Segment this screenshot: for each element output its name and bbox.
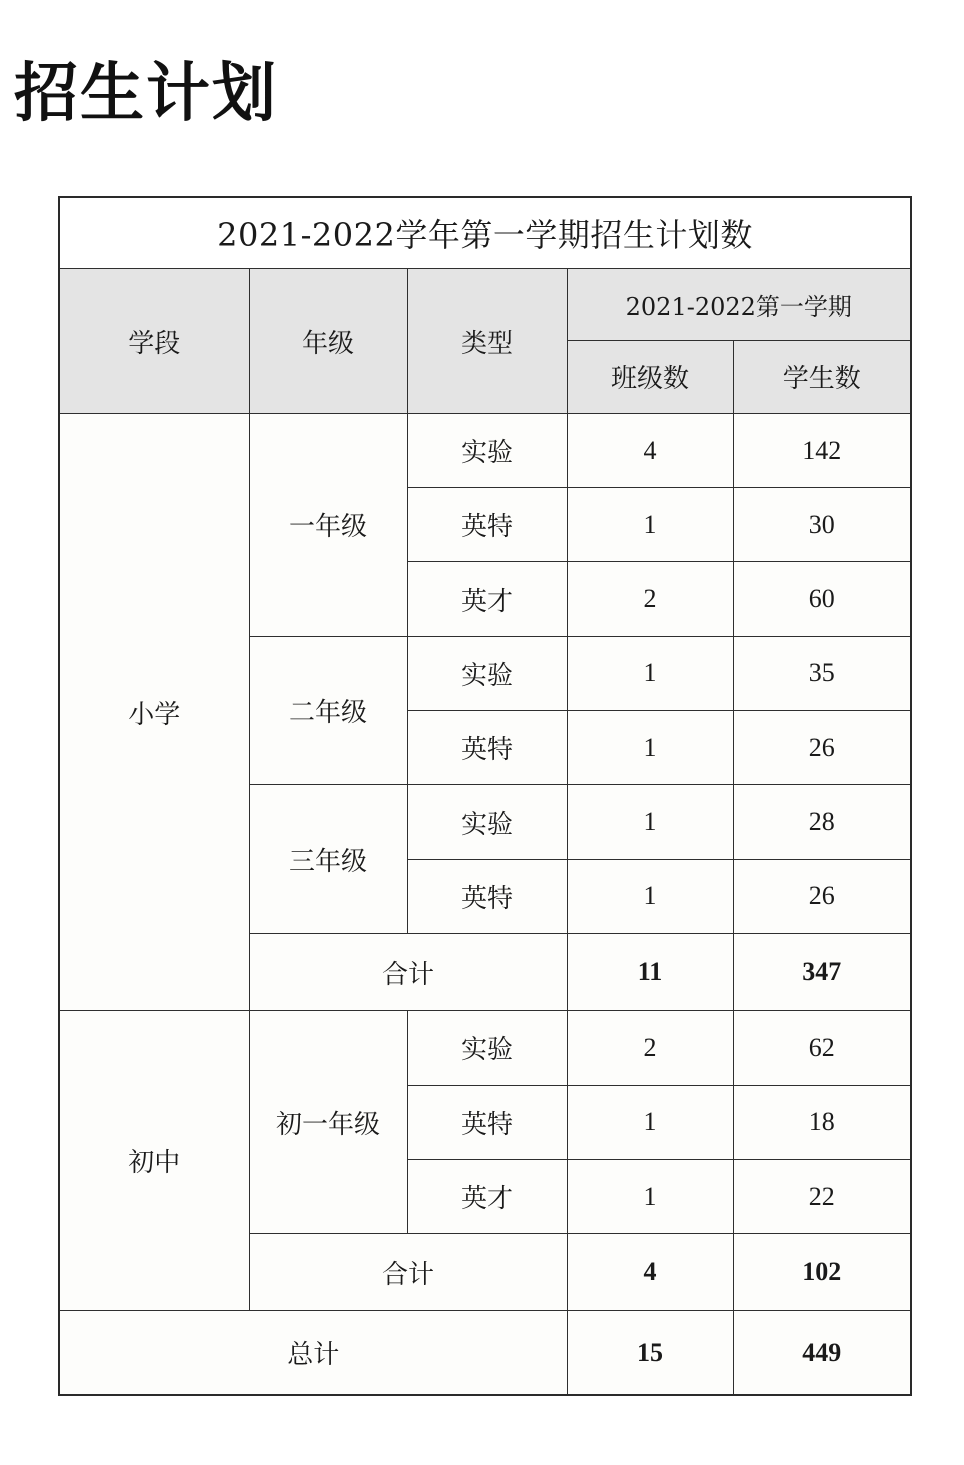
students-cell: 18	[733, 1085, 911, 1159]
type-cell: 英才	[407, 1159, 567, 1233]
subtotal-students: 102	[733, 1234, 911, 1311]
classes-cell: 1	[567, 785, 733, 859]
type-cell: 实验	[407, 1011, 567, 1085]
type-cell: 英特	[407, 711, 567, 785]
total-students: 449	[733, 1311, 911, 1395]
students-cell: 28	[733, 785, 911, 859]
classes-cell: 1	[567, 1085, 733, 1159]
total-row	[59, 1311, 911, 1395]
students-cell: 60	[733, 562, 911, 636]
stage-junior: 初中	[59, 1011, 249, 1311]
type-cell: 实验	[407, 413, 567, 487]
students-cell: 22	[733, 1159, 911, 1233]
classes-cell: 2	[567, 1011, 733, 1085]
classes-cell: 1	[567, 1159, 733, 1233]
header-grade: 年级	[249, 269, 407, 414]
table-row	[59, 1011, 911, 1085]
subtotal-classes: 11	[567, 933, 733, 1010]
table-title: 2021-2022学年第一学期招生计划数	[59, 197, 911, 269]
type-cell: 实验	[407, 636, 567, 710]
students-cell: 30	[733, 488, 911, 562]
total-classes: 15	[567, 1311, 733, 1395]
classes-cell: 2	[567, 562, 733, 636]
classes-cell: 1	[567, 636, 733, 710]
total-label: 总计	[59, 1311, 567, 1395]
grade-cell: 三年级	[249, 785, 407, 934]
stage-primary: 小学	[59, 413, 249, 1010]
header-classes: 班级数	[567, 340, 733, 413]
type-cell: 英特	[407, 859, 567, 933]
classes-cell: 1	[567, 488, 733, 562]
type-cell: 英才	[407, 562, 567, 636]
classes-cell: 1	[567, 859, 733, 933]
subtotal-students: 347	[733, 933, 911, 1010]
students-cell: 26	[733, 859, 911, 933]
type-cell: 英特	[407, 488, 567, 562]
subtotal-label: 合计	[249, 1234, 567, 1311]
grade-cell: 二年级	[249, 636, 407, 785]
students-cell: 26	[733, 711, 911, 785]
grade-cell: 一年级	[249, 413, 407, 636]
subtotal-label: 合计	[249, 933, 567, 1010]
type-cell: 实验	[407, 785, 567, 859]
classes-cell: 1	[567, 711, 733, 785]
enrollment-plan-table	[58, 196, 912, 1396]
header-semester: 2021-2022第一学期	[567, 269, 911, 340]
type-cell: 英特	[407, 1085, 567, 1159]
header-students: 学生数	[733, 340, 911, 413]
enrollment-plan-sheet	[58, 196, 910, 1396]
students-cell: 35	[733, 636, 911, 710]
table-row	[59, 413, 911, 487]
students-cell: 142	[733, 413, 911, 487]
header-stage: 学段	[59, 269, 249, 414]
students-cell: 62	[733, 1011, 911, 1085]
subtotal-classes: 4	[567, 1234, 733, 1311]
grade-cell: 初一年级	[249, 1011, 407, 1234]
page-heading: 招生计划	[14, 57, 278, 131]
header-type: 类型	[407, 269, 567, 414]
classes-cell: 4	[567, 413, 733, 487]
